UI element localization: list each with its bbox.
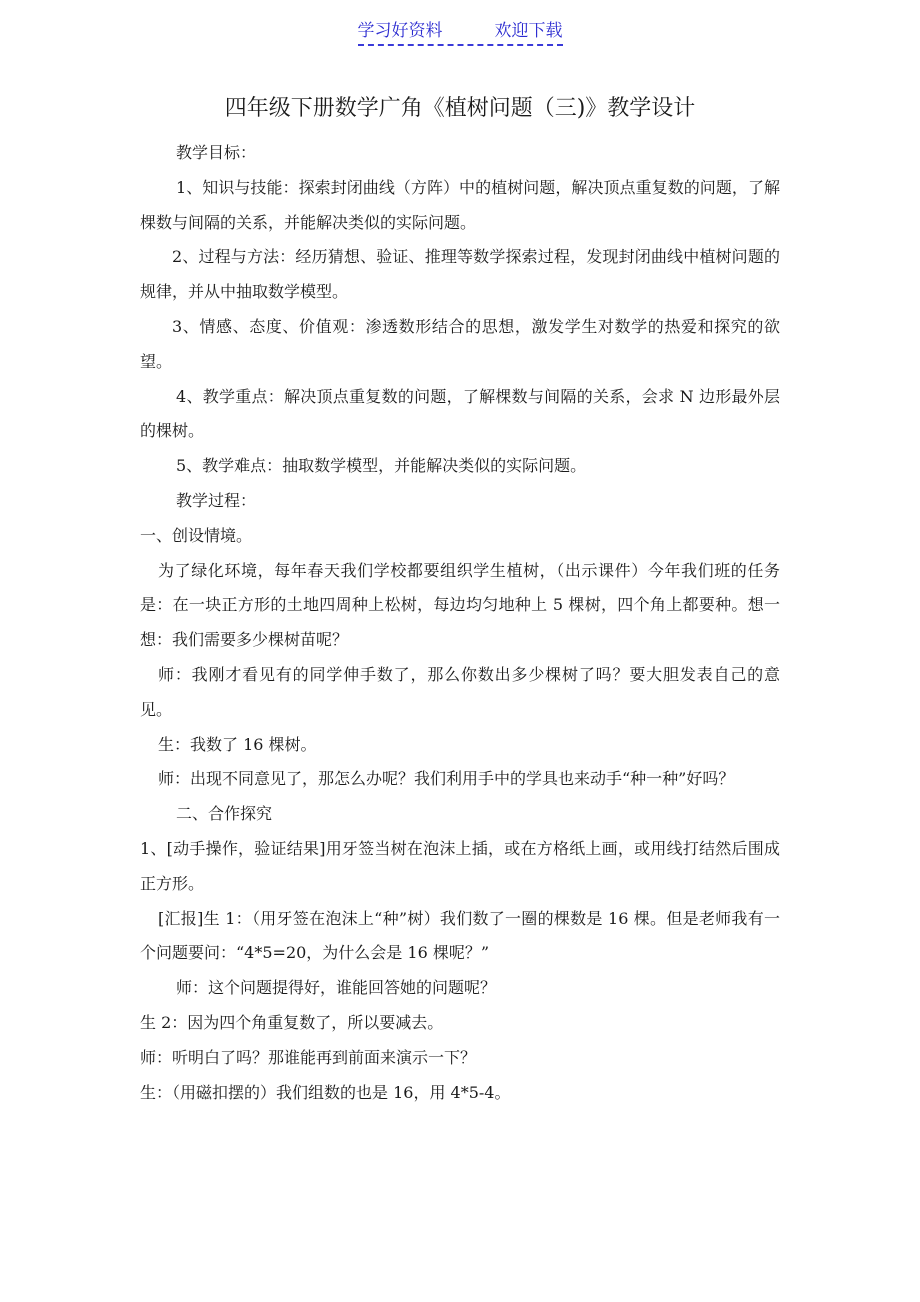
header-right-text: 欢迎下载 bbox=[494, 21, 563, 41]
document-body bbox=[140, 136, 780, 1110]
paragraph-scenario: 为了绿化环境，每年春天我们学校都要组织学生植树，（出示课件）今年我们班的任务是：在一块正方形的土地四周种上松树，每边均匀地种上 5 棵树，四个角上都要种。想一想：我们需要多少棵树苗呢？ bbox=[140, 560, 780, 650]
document-title: 四年级下册数学广角《植树问题（三)》教学设计 bbox=[224, 96, 696, 121]
section-heading-cooperation: 二、合作探究 bbox=[176, 804, 273, 824]
dialogue-student-2: 生 2：因为四个角重复数了，所以要减去。 bbox=[140, 1012, 444, 1032]
objective-difficulty: 5、教学难点：抽取数学模型，并能解决类似的实际问题。 bbox=[176, 456, 587, 476]
section-heading-objectives: 教学目标： bbox=[176, 143, 257, 162]
objective-attitude: 3、情感、态度、价值观：渗透数形结合的思想，激发学生对数学的热爱和探究的欲望。 bbox=[140, 316, 780, 371]
objective-key-point: 4、教学重点：解决顶点重复数的问题，了解棵数与间隔的关系，会求 N 边形最外层的棵树。 bbox=[140, 386, 780, 441]
section-heading-scenario: 一、创设情境。 bbox=[140, 525, 253, 545]
dialogue-teacher-1: 师：我刚才看见有的同学伸手数了，那么你数出多少棵树了吗？要大胆发表自己的意见。 bbox=[140, 664, 780, 719]
dialogue-teacher-2: 师：出现不同意见了，那怎么办呢？我们利用手中的学具也来动手“种一种”好吗？ bbox=[158, 769, 735, 789]
dialogue-student-3: 生：（用磁扣摆的）我们组数的也是 16，用 4*5-4。 bbox=[140, 1082, 511, 1102]
page-header bbox=[0, 20, 920, 46]
header-banner bbox=[358, 20, 563, 46]
dialogue-teacher-3: 师：这个问题提得好，谁能回答她的问题呢？ bbox=[176, 978, 497, 998]
section-heading-process: 教学过程： bbox=[176, 490, 257, 510]
header-left-text: 学习好资料 bbox=[357, 21, 443, 41]
dialogue-student-1: 生：我数了 16 棵树。 bbox=[158, 734, 317, 754]
objective-knowledge: 1、知识与技能：探索封闭曲线（方阵）中的植树问题，解决顶点重复数的问题，了解棵数与间隔的关系，并能解决类似的实际问题。 bbox=[140, 177, 780, 232]
dialogue-teacher-4: 师：听明白了吗？那谁能再到前面来演示一下？ bbox=[140, 1047, 477, 1067]
objective-process: 2、过程与方法：经历猜想、验证、推理等数学探索过程，发现封闭曲线中植树问题的规律，并从中抽取数学模型。 bbox=[140, 247, 780, 302]
paragraph-report: [汇报]生 1：（用牙签在泡沫上“种”树）我们数了一圈的棵数是 16 棵。但是老师我有一个问题要问：“4*5=20，为什么会是 16 棵呢？” bbox=[140, 908, 780, 963]
paragraph-hands-on: 1、[动手操作，验证结果]用牙签当树在泡沫上插，或在方格纸上画，或用线打结然后围成正方形。 bbox=[140, 838, 780, 893]
